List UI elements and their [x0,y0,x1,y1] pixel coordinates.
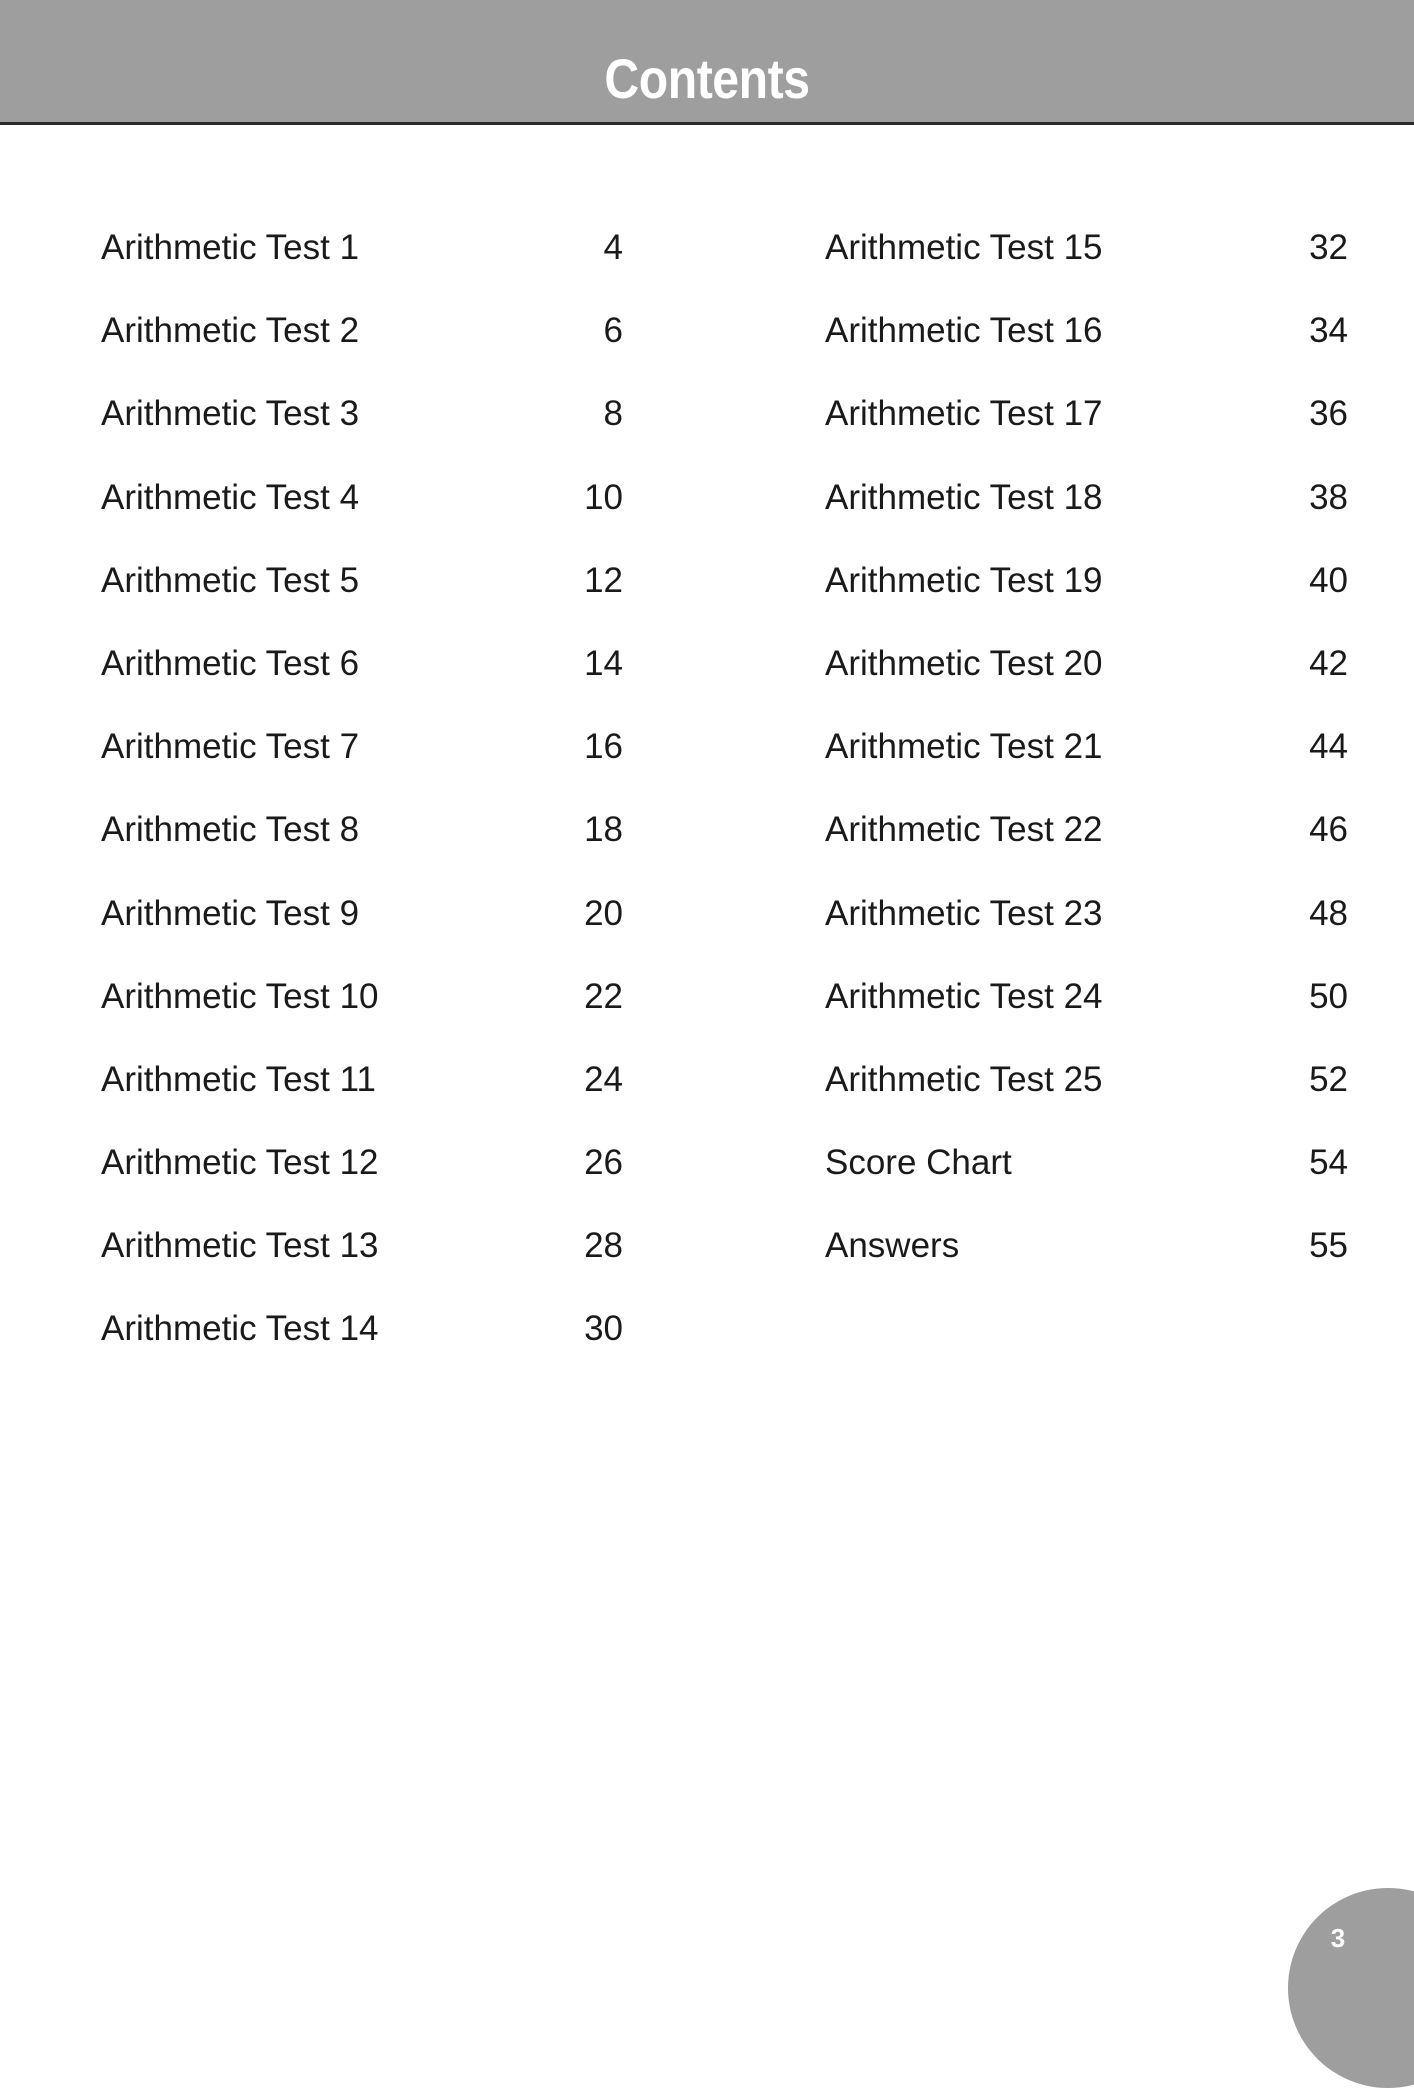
toc-entry-page: 44 [1309,727,1348,767]
toc-entry-label: Arithmetic Test 8 [101,810,360,850]
toc-entry[interactable] [825,634,1348,717]
toc-entry-page: 18 [584,810,623,850]
toc-entry-label: Arithmetic Test 13 [101,1226,379,1266]
toc-column-left [101,218,623,1383]
toc-entry[interactable] [101,634,623,717]
toc-entry-label: Arithmetic Test 6 [101,643,360,683]
toc-entry-page: 14 [584,643,623,683]
toc-column-right [825,218,1348,1299]
toc-entry-page: 16 [584,727,623,767]
toc-entry-label: Score Chart [825,1143,1012,1183]
toc-entry-label: Arithmetic Test 19 [825,560,1103,600]
toc-entry[interactable] [101,218,623,301]
toc-entry-page: 8 [603,394,623,434]
toc-entry-label: Arithmetic Test 12 [101,1143,379,1183]
toc-entry-label: Arithmetic Test 9 [101,893,360,933]
toc-entry[interactable] [825,218,1348,301]
toc-entry[interactable] [825,800,1348,883]
toc-entry[interactable] [825,717,1348,800]
toc-entry[interactable] [101,1133,623,1216]
header-bar [0,0,1414,125]
toc-entry[interactable] [101,468,623,551]
toc-entry[interactable] [825,967,1348,1050]
toc-entry[interactable] [825,1133,1348,1216]
page-title: Contents [604,47,810,110]
toc-entry-label: Arithmetic Test 11 [101,1059,376,1099]
toc-entry[interactable] [825,301,1348,384]
toc-entry[interactable] [101,384,623,467]
toc-entry[interactable] [101,800,623,883]
toc-entry[interactable] [825,1050,1348,1133]
toc-entry[interactable] [101,301,623,384]
toc-entry[interactable] [101,884,623,967]
toc-entry-page: 20 [584,893,623,933]
toc-entry-label: Arithmetic Test 7 [101,727,360,767]
toc-entry-page: 10 [584,477,623,517]
toc-entry-label: Arithmetic Test 22 [825,810,1103,850]
toc-entry-page: 28 [584,1226,623,1266]
toc-entry-page: 22 [584,976,623,1016]
toc-entry-label: Arithmetic Test 3 [101,394,360,434]
toc-entry-page: 30 [584,1309,623,1349]
toc-entry-label: Arithmetic Test 15 [825,228,1103,267]
toc-entry-page: 36 [1309,394,1348,434]
toc-entry-page: 54 [1309,1143,1348,1183]
toc-entry-page: 4 [603,228,623,267]
toc-entry[interactable] [825,551,1348,634]
toc-entry[interactable] [825,1216,1348,1299]
toc-entry-page: 24 [584,1059,623,1099]
toc-entry-label: Arithmetic Test 18 [825,477,1103,517]
toc-entry-page: 46 [1309,810,1348,850]
toc-entry-page: 48 [1309,893,1348,933]
toc-entry-page: 32 [1309,228,1348,267]
toc-entry[interactable] [101,1050,623,1133]
toc-entry-page: 55 [1309,1226,1348,1266]
toc-entry[interactable] [825,468,1348,551]
toc-entry-label: Arithmetic Test 17 [825,394,1103,434]
toc-entry-label: Arithmetic Test 25 [825,1059,1103,1099]
toc-entry-page: 38 [1309,477,1348,517]
toc-entry[interactable] [101,1216,623,1299]
toc-entry-label: Arithmetic Test 20 [825,643,1103,683]
toc-entry-label: Answers [825,1226,960,1266]
toc-entry-page: 34 [1309,311,1348,351]
toc-entry-label: Arithmetic Test 24 [825,976,1103,1016]
toc-entry[interactable] [101,717,623,800]
toc-entry[interactable] [825,384,1348,467]
toc-entry-label: Arithmetic Test 21 [825,727,1103,767]
toc-entry-label: Arithmetic Test 2 [101,311,360,351]
toc-entry[interactable] [101,967,623,1050]
toc-entry-label: Arithmetic Test 5 [101,560,360,600]
toc-entry-page: 52 [1309,1059,1348,1099]
toc-entry-page: 42 [1309,643,1348,683]
toc-entry-page: 6 [603,311,623,351]
page-number: 3 [1330,1923,1346,1953]
toc-entry-label: Arithmetic Test 14 [101,1309,379,1349]
toc-entry[interactable] [101,1299,623,1382]
toc-entry-label: Arithmetic Test 16 [825,311,1103,351]
toc-entry-label: Arithmetic Test 1 [101,228,360,267]
toc-entry[interactable] [101,551,623,634]
toc-entry-page: 50 [1309,976,1348,1016]
toc-entry-label: Arithmetic Test 10 [101,976,379,1016]
toc-entry-page: 40 [1309,560,1348,600]
toc-entry-page: 12 [584,560,623,600]
toc-entry-label: Arithmetic Test 23 [825,893,1103,933]
toc-entry-label: Arithmetic Test 4 [101,477,360,517]
toc-entry-page: 26 [584,1143,623,1183]
toc-entry[interactable] [825,884,1348,967]
